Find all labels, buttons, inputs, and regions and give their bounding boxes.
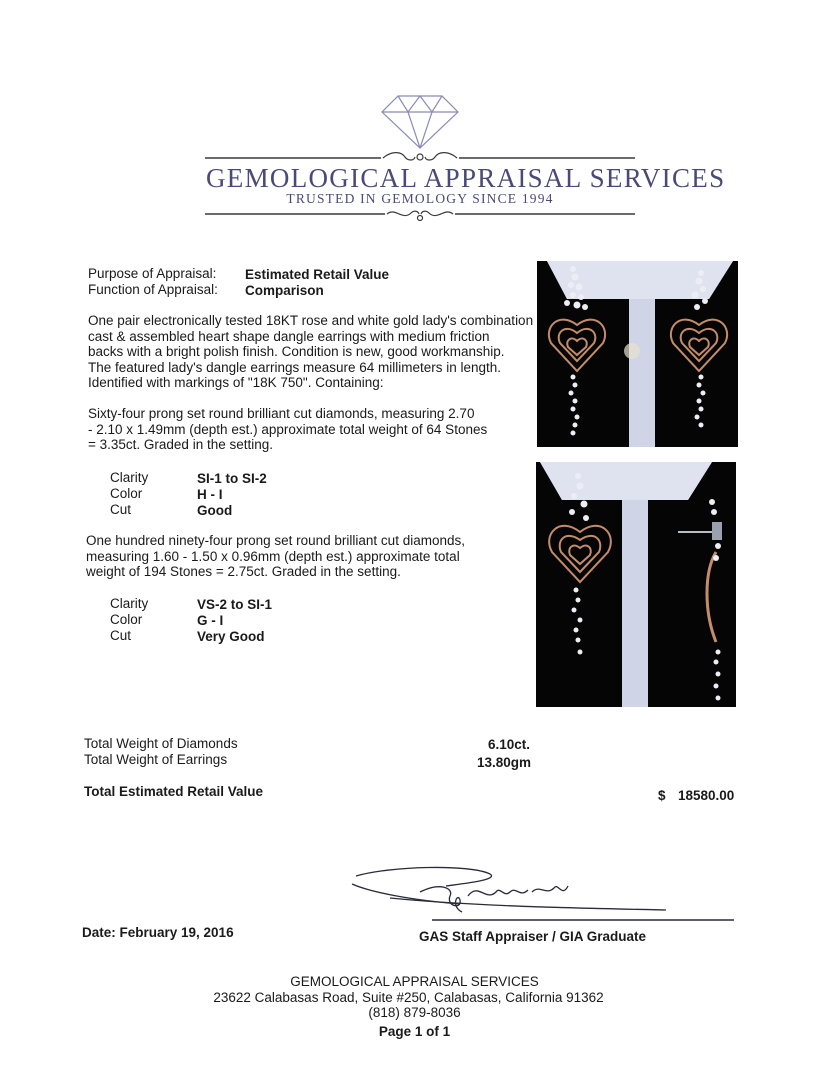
description-line: One pair electronically tested 18KT rose and white gold lady's combination (88, 313, 534, 328)
total-diamonds-label: Total Weight of Diamonds (84, 736, 238, 751)
stone-group-1-line: = 3.35ct. Graded in the setting. (88, 437, 273, 453)
color-label: Color (110, 612, 143, 627)
color-value: H - I (197, 487, 223, 502)
cut-value: Good (197, 503, 233, 518)
clarity-label: Clarity (110, 596, 149, 611)
function-value: Comparison (245, 283, 324, 298)
cut-value: Very Good (197, 629, 265, 644)
earrings-front-photo (537, 261, 738, 447)
total-retail-value: 18580.00 (678, 788, 735, 803)
total-earrings-value: 13.80gm (477, 755, 532, 770)
stone-group-1-line: Sixty-four prong set round brilliant cut diamonds, measuring 2.70 (88, 406, 475, 421)
total-diamonds-value: 6.10ct. (488, 737, 531, 752)
footer-address: 23622 Calabasas Road, Suite #250, Calabasas, California 91362 (213, 990, 604, 1005)
clarity-value: VS-2 to SI-1 (197, 597, 273, 612)
stone-group-2-line: measuring 1.60 - 1.50 x 0.96mm (depth est.) approximate total (86, 548, 460, 564)
purpose-label: Purpose of Appraisal: (88, 266, 217, 281)
description-line: The featured lady's dangle earrings measure 64 millimeters in length. (88, 359, 502, 375)
description-line: cast & assembled heart shape dangle earrings with medium friction (88, 328, 490, 344)
cut-label: Cut (110, 628, 132, 643)
earrings-side-photo (536, 462, 736, 707)
stone-group-1-line: - 2.10 x 1.49mm (depth est.) approximate total weight of 64 Stones (88, 421, 488, 437)
stone-group-2-description (86, 533, 465, 580)
total-retail-label: Total Estimated Retail Value (84, 784, 264, 799)
diamond-logo-icon (380, 94, 460, 150)
company-tagline: TRUSTED IN GEMOLOGY SINCE 1994 (286, 191, 554, 206)
appraisal-date: Date: February 19, 2016 (82, 925, 234, 940)
description-line: backs with a bright polish finish. Condition is new, good workmanship. (88, 344, 505, 360)
stone-group-2-line: weight of 194 Stones = 2.75ct. Graded in the setting. (86, 564, 401, 580)
description-line: Identified with markings of "18K 750". Containing: (88, 375, 384, 391)
footer-company: GEMOLOGICAL APPRAISAL SERVICES (290, 974, 539, 989)
item-description (88, 313, 533, 391)
color-value: G - I (197, 613, 224, 628)
purpose-value: Estimated Retail Value (245, 267, 390, 282)
company-name: GEMOLOGICAL APPRAISAL SERVICES (206, 163, 726, 193)
total-earrings-label: Total Weight of Earrings (84, 752, 228, 767)
cut-label: Cut (110, 502, 132, 517)
color-label: Color (110, 486, 143, 501)
header-divider-bottom (205, 203, 635, 223)
appraiser-signature (350, 862, 740, 926)
page-number: Page 1 of 1 (378, 1024, 451, 1039)
appraiser-title: GAS Staff Appraiser / GIA Graduate (419, 929, 647, 944)
function-label: Function of Appraisal: (88, 282, 218, 297)
clarity-label: Clarity (110, 470, 149, 485)
stone-group-2-line: One hundred ninety-four prong set round brilliant cut diamonds, (86, 533, 465, 548)
footer-phone: (818) 879-8036 (368, 1005, 461, 1020)
currency-symbol: $ (658, 788, 666, 803)
clarity-value: SI-1 to SI-2 (197, 471, 267, 486)
stone-group-1-description (88, 406, 487, 453)
